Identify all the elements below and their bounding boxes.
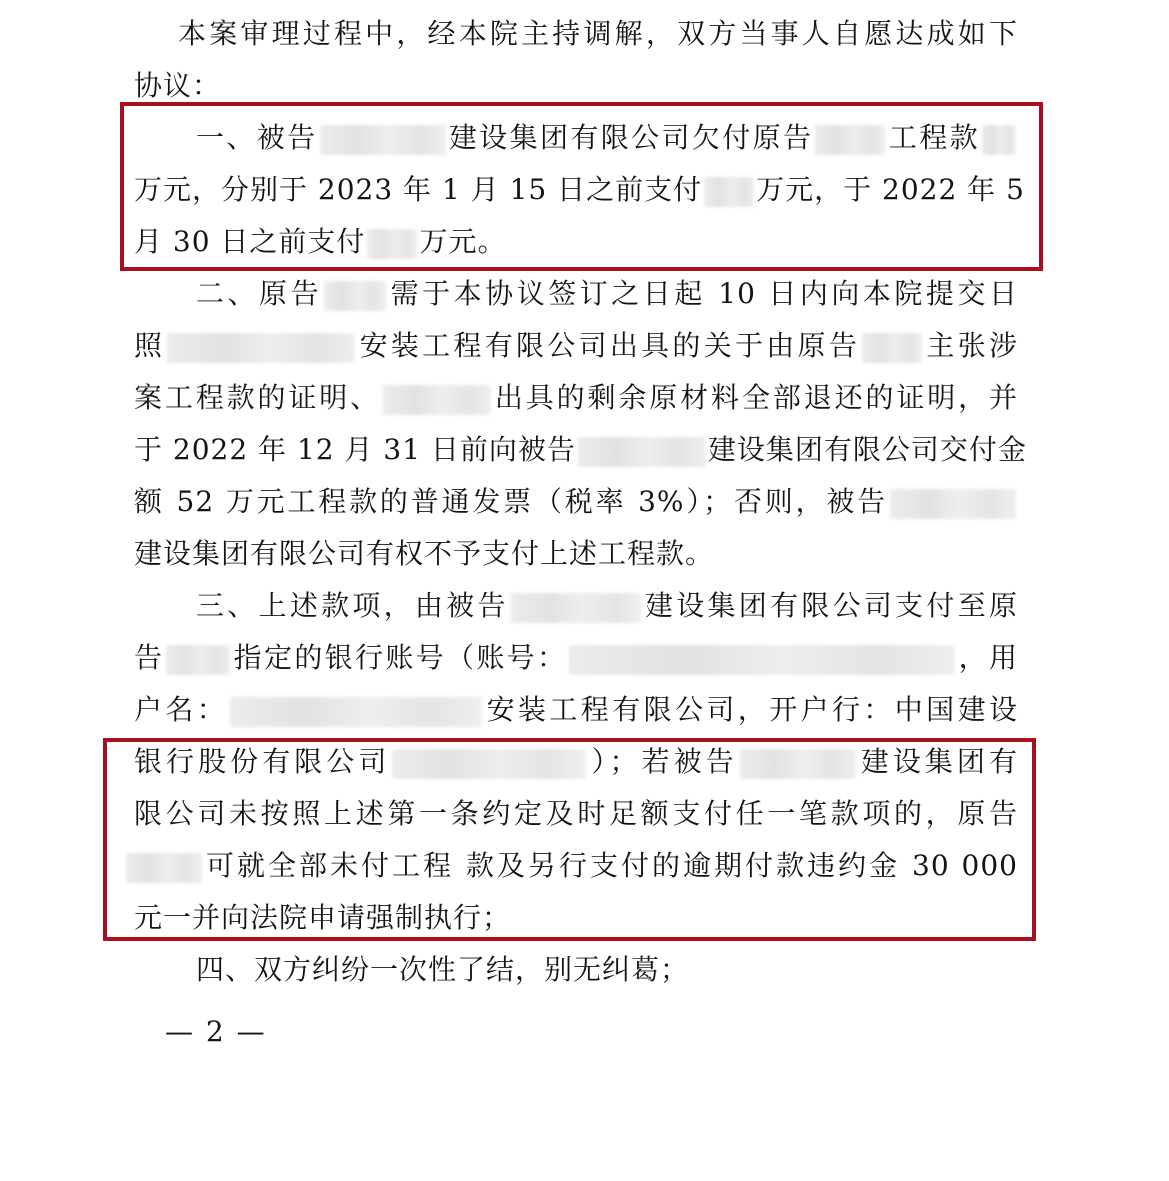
text-segment: 四、双方纠纷一次性了结，别无纠葛； [196,953,690,986]
text-segment: 月 30 日之前支付 [134,225,366,258]
text-segment: 限公司未按照上述第一条约定及时足额支付任一笔款项的，原告 [134,797,1018,830]
text-segment: 建设集团有限公司交付金 [707,433,1027,466]
text-segment: 主张涉 [924,329,1018,362]
paragraph-line [134,690,1018,730]
text-segment: 建设集团有限公司支付至原 [642,589,1018,622]
text-segment: 安装工程有限公司出具的关于由原告 [357,329,861,362]
redacted-block [578,437,706,467]
paragraph-line [134,274,1018,314]
paragraph-line [134,430,1027,470]
text-segment: 户名： [134,693,229,726]
text-segment: 建设集团有限公司有权不予支付上述工程款。 [134,537,715,570]
paragraph-line [134,638,1018,678]
text-segment: 本案审理过程中，经本院主持调解，双方当事人自愿达成如下 [178,17,1018,50]
highlight-box [103,738,1036,941]
text-segment: 元一并向法院申请强制执行； [134,901,512,934]
paragraph-line [134,482,1018,522]
text-segment: 额 52 万元工程款的普通发票（税率 3%）；否则，被告 [134,485,888,518]
text-segment: 万元。 [419,225,507,258]
paragraph-line [134,950,1018,990]
paragraph-line [134,66,1018,106]
text-segment: 出具的剩余原材料全部退还的证明，并 [493,381,1018,414]
redacted-block [167,333,355,363]
text-segment: 于 2022 年 12 月 31 日前向被告 [134,433,576,466]
text-segment: 可就全部未付工程 款及另行支付的逾期付款违约金 30 000 [204,849,1018,882]
text-segment: ，用 [957,641,1018,674]
text-segment: 照 [134,329,166,362]
paragraph-line [134,378,1018,418]
text-segment: 安装工程有限公司，开户行：中国建设 [484,693,1018,726]
redacted-block [166,645,230,675]
page-number: — 2 — [165,1015,267,1048]
redacted-block [324,281,386,311]
redacted-block [862,333,922,363]
text-segment: 工程款 [887,121,980,154]
paragraph-line [134,326,1018,366]
redacted-block [569,645,955,675]
text-segment: 告 [134,641,165,674]
text-segment: 万元，于 2022 年 5 [756,173,1025,206]
text-segment: 一、被告 [196,121,318,154]
text-segment: 建设集团有 [857,745,1018,778]
paragraph-line [134,586,1018,626]
redacted-block [511,593,641,623]
text-segment: 协议： [134,69,222,102]
redacted-block [230,697,482,727]
text-segment: 二、原告 [196,277,323,310]
text-segment: 万元，分别于 2023 年 1 月 15 日之前支付 [134,173,703,206]
redacted-block [383,385,491,415]
text-segment: 指定的银行账号（账号： [232,641,568,674]
text-segment: 银行股份有限公司 [134,745,391,778]
highlight-box [120,102,1043,271]
text-segment: 案工程款的证明、 [134,381,382,414]
text-segment: 建设集团有限公司欠付原告 [447,121,814,154]
paragraph-line [134,14,1018,54]
paragraph-line [134,534,1018,574]
text-segment: 三、上述款项，由被告 [196,589,509,622]
redacted-block [890,489,1016,519]
text-segment: 需于本协议签订之日起 10 日内向本院提交日 [388,277,1018,310]
text-segment: ）；若被告 [588,745,738,778]
